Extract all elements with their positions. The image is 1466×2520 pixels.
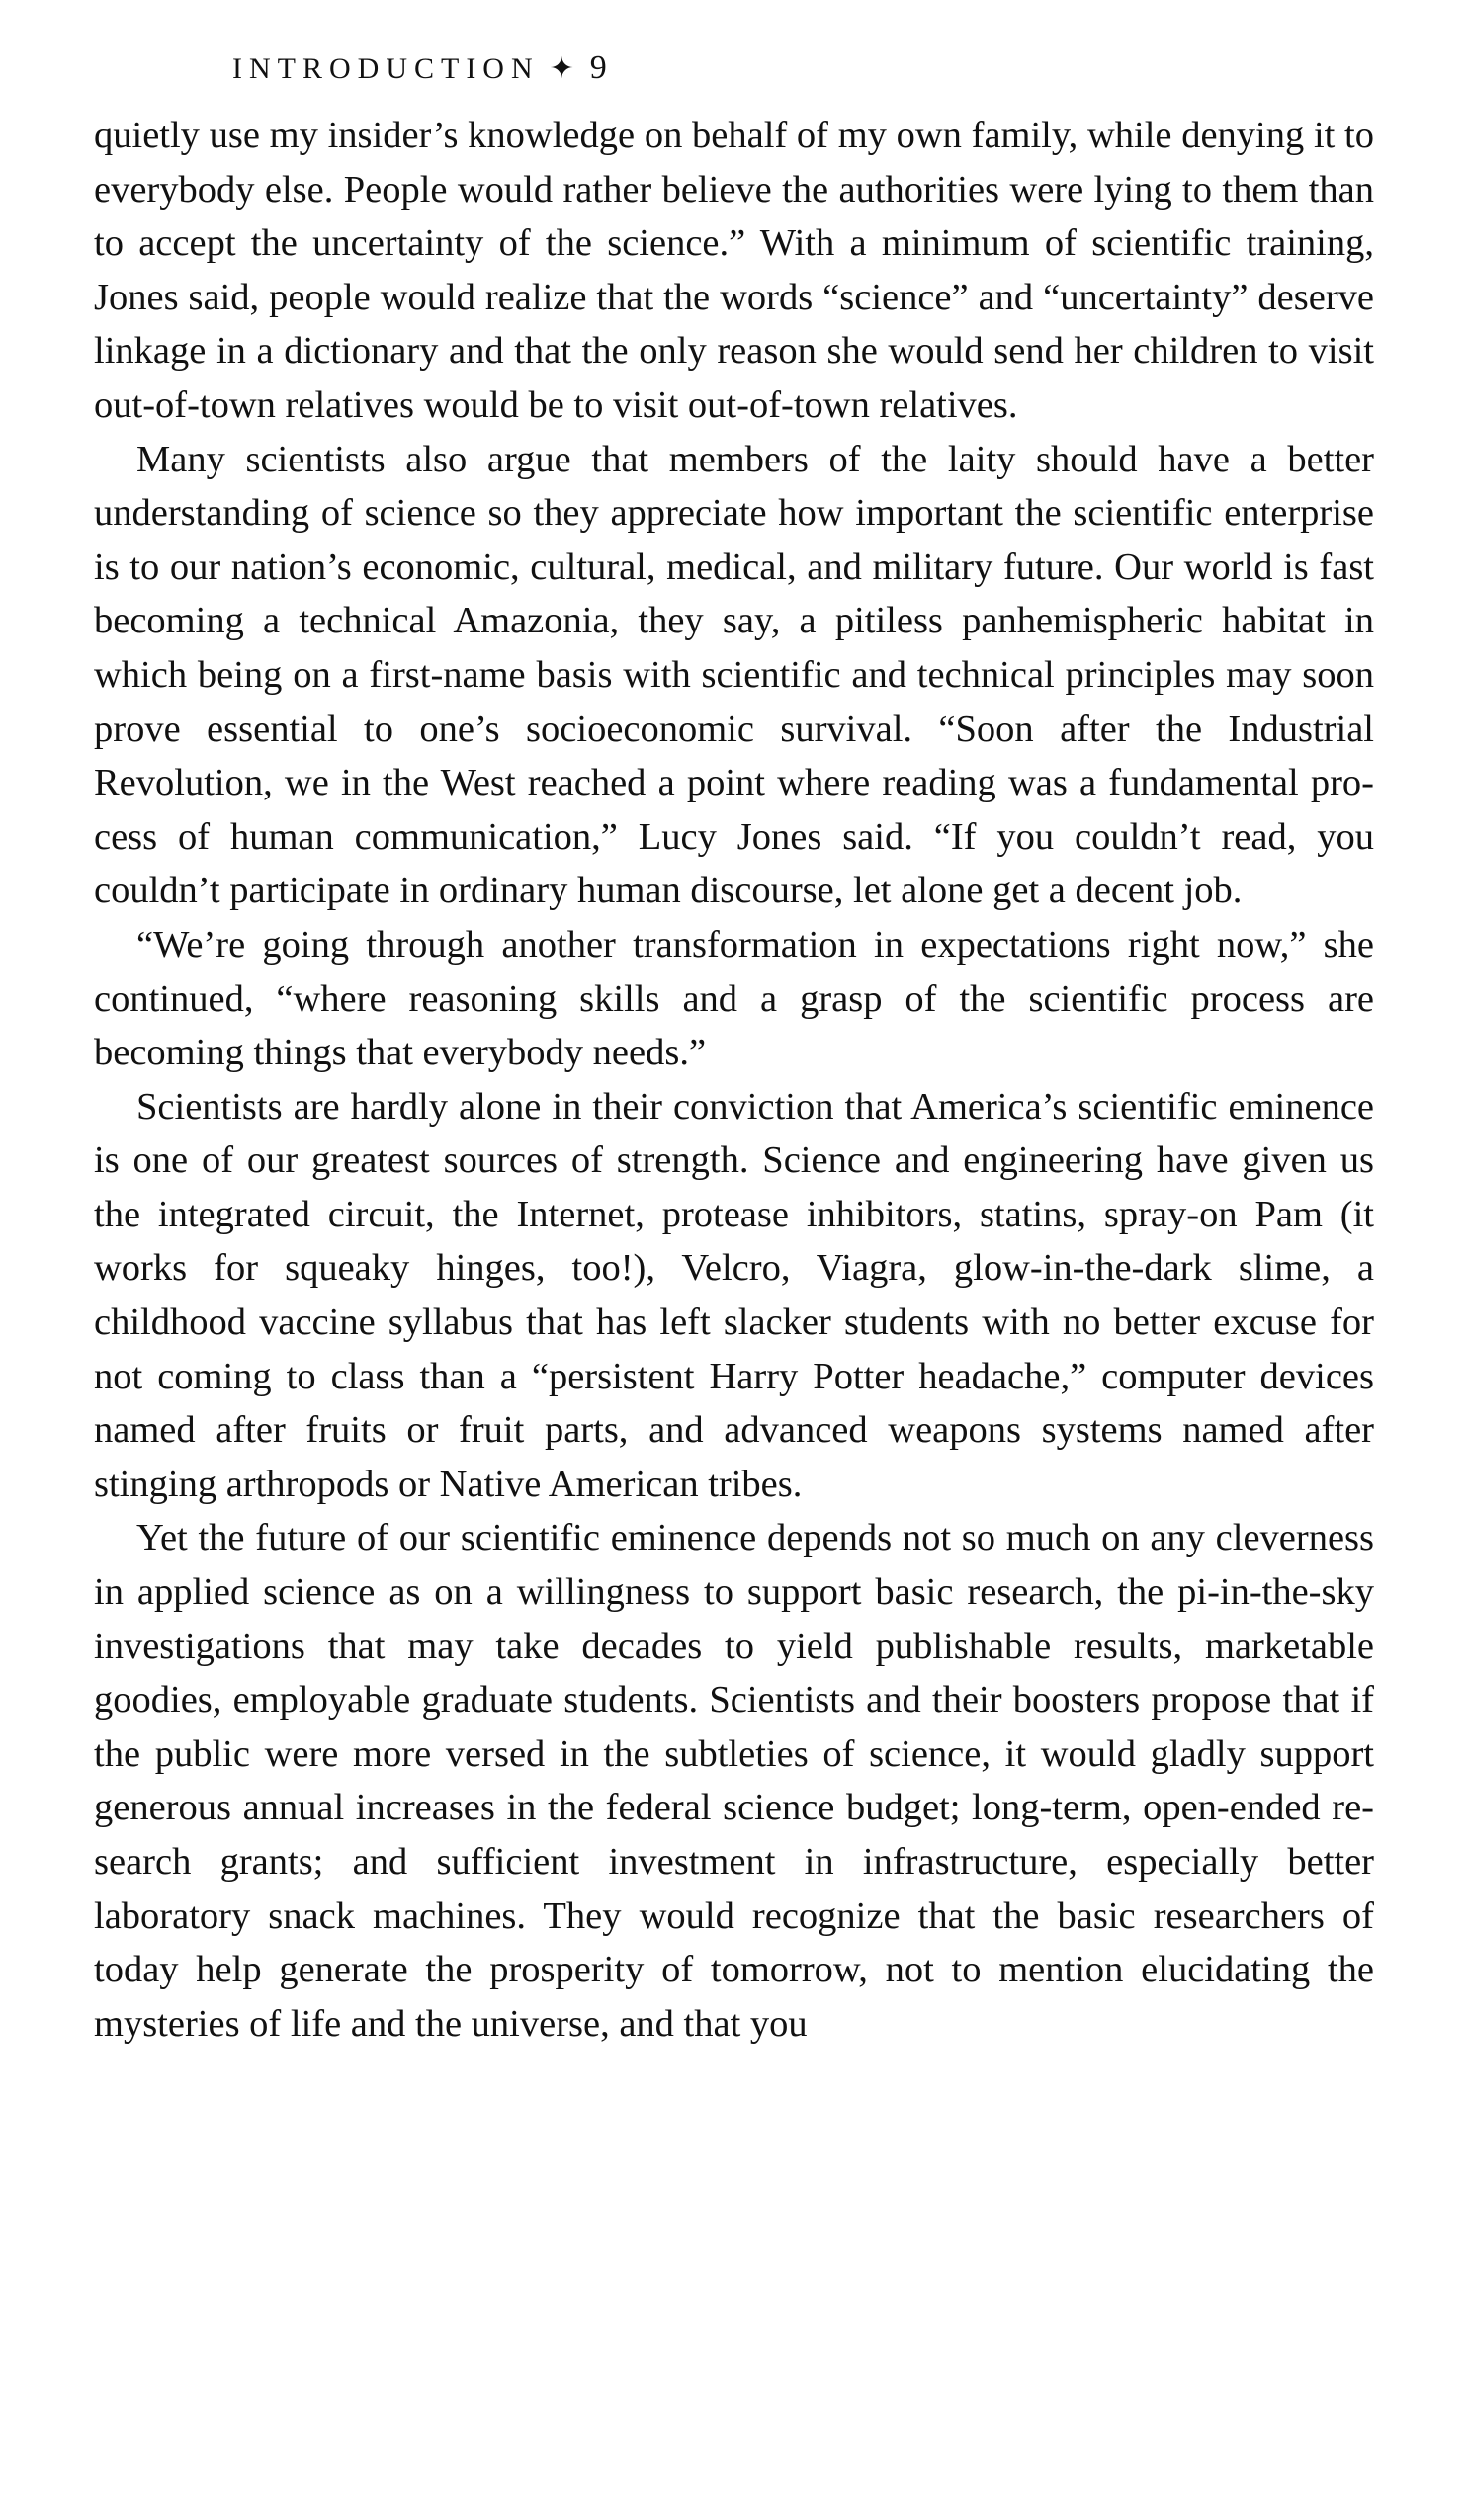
- paragraph: Scientists are hardly alone in their conviction that America’s scientific eminence is one of our greatest sources of strength. Science and engineering have given us the integrated circuit, the Internet, protease inhibitors, statins, spray-on Pam (it works for squeaky hinges, too!), Velcro, Viagra, glow-in-the-dark slime, a childhood vaccine syllabus that has left slacker students with no better excuse for not coming to class than a “persistent Harry Potter headache,” computer devices named after fruits or fruit parts, and advanced weapons systems named after stinging arthropods or Native American tribes.: [94, 1085, 1374, 1505]
- paragraph: Yet the future of our scientific eminence depends not so much on any cleverness in applied science as on a willingness to support basic research, the pi-in-the-sky investigations that may take decades to yield publishable results, marketable goodies, employable graduate students. Scientists and their boosters propose that if the public were more versed in the subtleties of science, it would gladly support generous annual increases in the federal science budget; long-term, open-ended research grants; and sufficient investment in infrastructure, especially better laboratory snack machines. They would recognize that the basic researchers of today help generate the prosperity of tomorrow, not to mention elucidating the mysteries of life and the universe, and that you: [94, 1517, 1374, 2045]
- running-head-separator-icon: ✦: [549, 52, 574, 85]
- paragraph: Many scientists also argue that members of the laity should have a better understanding of science so they appreciate how important the scientific enterprise is to our nation’s economic, cultural, medical, and military future. Our world is fast becoming a technical Amazonia, they say, a pitiless panhemispheric habitat in which being on a first-name basis with scientific and technical principles may soon prove essential to one’s socioeconomic survival. “Soon after the Industrial Revolution, we in the West reached a point where reading was a fundamental process of human communication,” Lucy Jones said. “If you couldn’t read, you couldn’t participate in ordinary human discourse, let alone get a decent job.: [94, 438, 1374, 912]
- book-page: [94, 40, 1374, 2051]
- running-head: [232, 40, 1374, 97]
- paragraph: “We’re going through another transformation in expectations right now,” she continued, “where reasoning skills and a grasp of the scientific process are becoming things that everybody needs.”: [94, 923, 1374, 1074]
- body-text: [94, 109, 1374, 2051]
- running-head-section: INTRODUCTION: [232, 52, 540, 85]
- page-number: 9: [589, 49, 607, 86]
- paragraph-continued: quietly use my insider’s knowledge on behalf of my own family, while denying it to everybody else. People would rather believe the authorities were lying to them than to accept the uncertainty of the science.” With a minimum of scientific training, Jones said, people would realize that the words “science” and “uncertainty” deserve linkage in a dictionary and that the only reason she would send her children to visit out-of-town relatives would be to visit out-of-town relatives.: [94, 115, 1374, 426]
